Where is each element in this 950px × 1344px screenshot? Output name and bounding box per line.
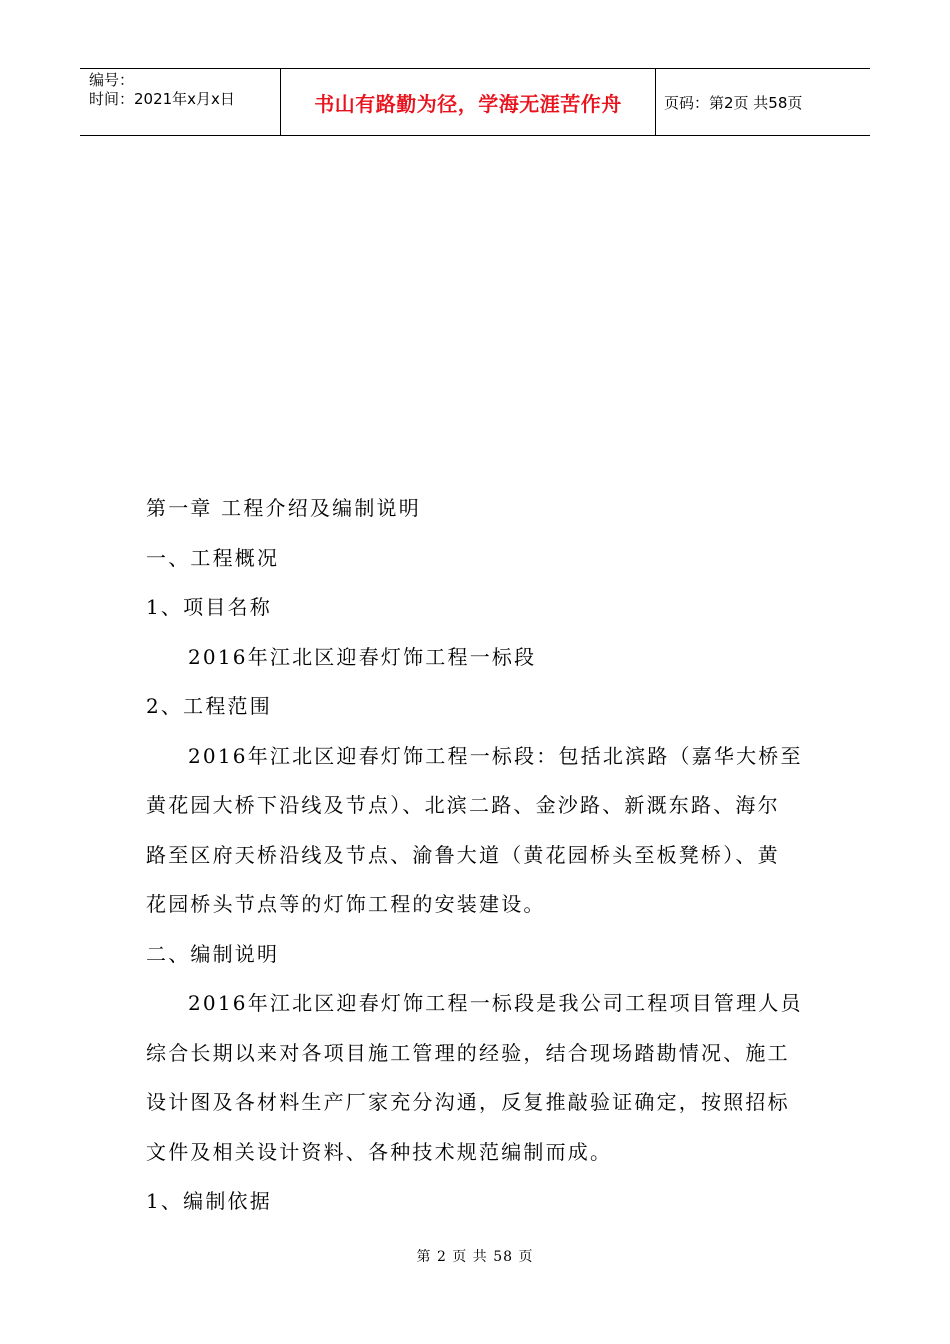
subsection-heading: 1、项目名称 (146, 595, 272, 619)
page-footer: 第 2 页 共 58 页 (416, 1249, 534, 1265)
paragraph-line: 黄花园大桥下沿线及节点）、北滨二路、金沙路、新溉东路、海尔 (146, 793, 780, 817)
paragraph-line: 文件及相关设计资料、各种技术规范编制而成。 (146, 1139, 613, 1164)
header-meta-cell (80, 69, 281, 135)
header-motto-cell (281, 69, 656, 135)
section-heading: 一、工程概况 (146, 545, 280, 570)
paragraph-line: 2016年江北区迎春灯饰工程一标段：包括北滨路（嘉华大桥至 (188, 743, 803, 768)
header-page-info: 页码：第2页 共58页 (664, 93, 803, 112)
paragraph-line: 花园桥头节点等的灯饰工程的安装建设。 (146, 892, 546, 916)
chapter-title: 第一章 工程介绍及编制说明 (146, 496, 421, 520)
paragraph-line: 2016年江北区迎春灯饰工程一标段 (188, 644, 537, 669)
paragraph-line: 综合长期以来对各项目施工管理的经验，结合现场踏勘情况、施工 (146, 1040, 790, 1065)
section-heading: 二、编制说明 (146, 941, 280, 966)
paragraph-line: 路至区府天桥沿线及节点、渝鲁大道（黄花园桥头至板凳桥）、黄 (146, 842, 780, 867)
header-motto: 书山有路勤为径，学海无涯苦作舟 (314, 91, 622, 116)
document-number-label: 编号： (89, 71, 135, 89)
document-body (146, 489, 806, 1232)
header-page-cell (656, 69, 870, 135)
subsection-heading: 1、编制依据 (146, 1189, 272, 1213)
subsection-heading: 2、工程范围 (146, 694, 272, 718)
document-time-label: 时间：2021年x月x日 (89, 90, 235, 108)
page-header (80, 68, 870, 136)
paragraph-line: 设计图及各材料生产厂家充分沟通，反复推敲验证确定，按照招标 (146, 1090, 790, 1114)
paragraph-line: 2016年江北区迎春灯饰工程一标段是我公司工程项目管理人员 (188, 991, 803, 1015)
